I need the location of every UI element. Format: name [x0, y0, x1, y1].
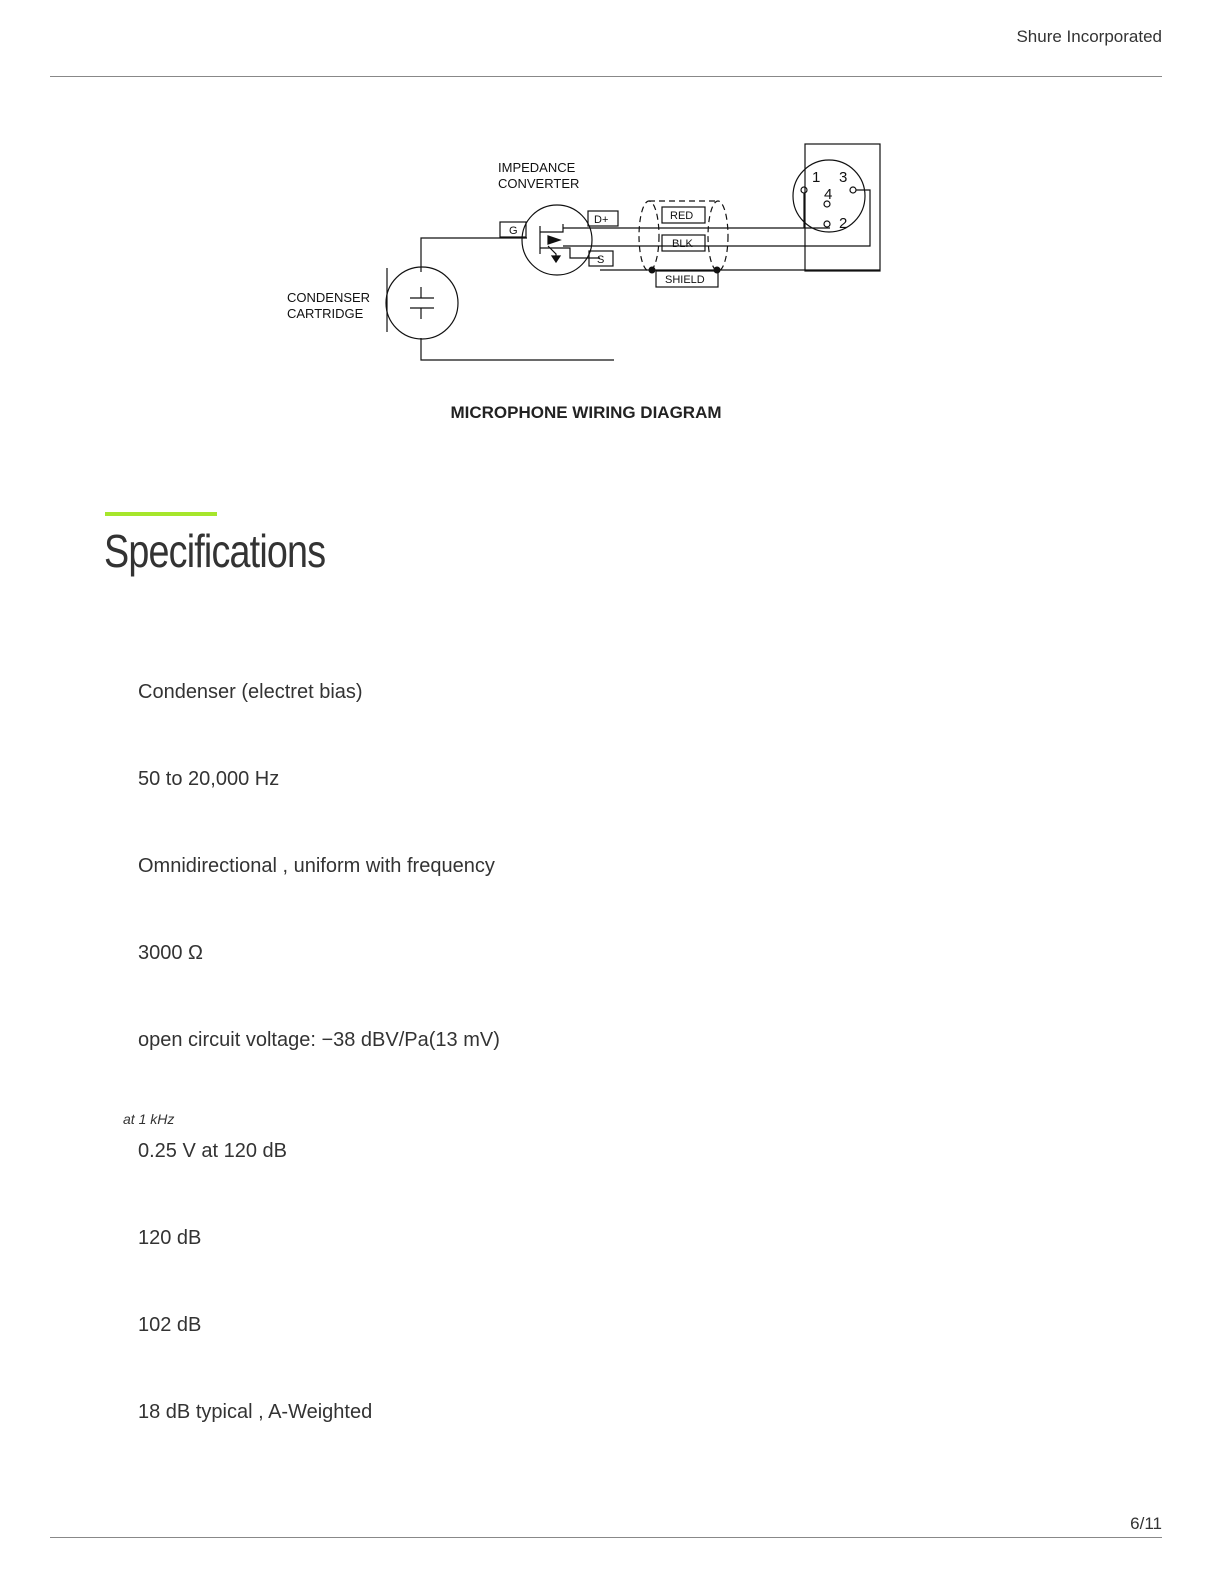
diagram-caption: MICROPHONE WIRING DIAGRAM: [450, 403, 722, 422]
pin-2-label: 2: [839, 215, 848, 232]
pin-1-label: 1: [812, 169, 821, 186]
spec-max-output: 0.25 V at 120 dB: [138, 1140, 288, 1162]
red-wire-label: RED: [670, 210, 694, 222]
spec-sensitivity-note: at 1 kHz: [123, 1111, 175, 1127]
header-rule: [50, 76, 1162, 77]
section-accent-bar: [105, 512, 217, 516]
spec-polar-pattern: Omnidirectional , uniform with frequency: [138, 855, 495, 877]
page-number: 6/11: [1130, 1514, 1162, 1533]
impedance-converter-label-line2: CONVERTER: [498, 176, 580, 191]
condenser-cartridge-label-line1: CONDENSER: [287, 290, 371, 305]
spec-signal-to-noise: 102 dB: [138, 1314, 202, 1336]
section-title: Specifications: [104, 525, 326, 577]
spec-frequency-response: 50 to 20,000 Hz: [138, 768, 280, 790]
spec-sensitivity: open circuit voltage: −38 dBV/Pa(13 mV): [138, 1029, 500, 1051]
impedance-converter-label-line1: IMPEDANCE: [498, 160, 576, 175]
condenser-cartridge-symbol: [386, 267, 458, 339]
condenser-cartridge-label-line2: CARTRIDGE: [287, 306, 364, 321]
gate-label: G: [509, 225, 518, 237]
footer-rule: [50, 1537, 1162, 1538]
spec-self-noise: 18 dB typical , A-Weighted: [138, 1401, 373, 1423]
source-label: S: [597, 254, 605, 266]
pin-3-label: 3: [839, 169, 848, 186]
shield-label: SHIELD: [665, 274, 705, 286]
spec-transducer-type: Condenser (electret bias): [138, 681, 363, 703]
black-wire-label: BLK: [672, 238, 693, 250]
header-company: Shure Incorporated: [1016, 27, 1162, 46]
spec-output-impedance: 3000 Ω: [138, 942, 203, 964]
pin-4-label: 4: [824, 186, 833, 203]
spec-max-spl: 120 dB: [138, 1227, 202, 1249]
drain-label: D+: [594, 214, 609, 226]
microphone-wiring-diagram: [270, 135, 890, 375]
